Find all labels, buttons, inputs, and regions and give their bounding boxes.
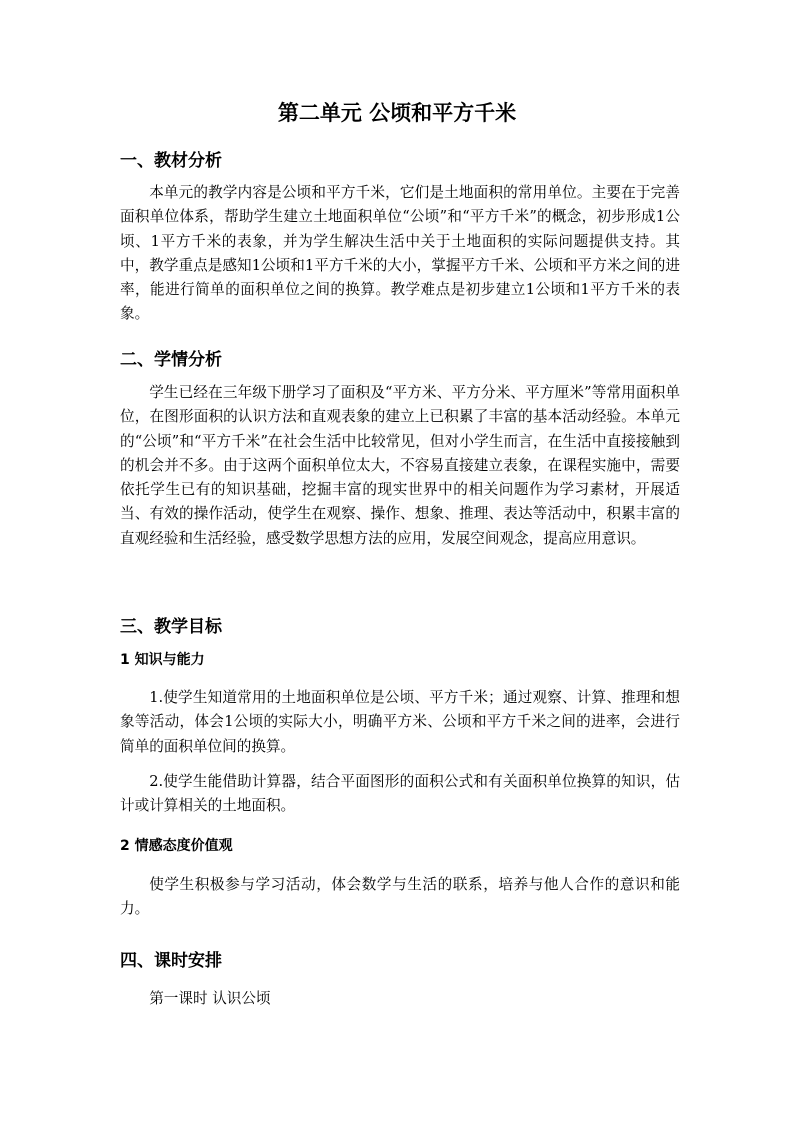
goal-paragraph-1: 1.使学生知道常用的土地面积单位是公顷、平方千米；通过观察、计算、推理和想象等活动，体会1公顷的实际大小，明确平方米、公顷和平方千米之间的进率，会进行简单的面积单位间的换算。	[120, 689, 680, 755]
goal-paragraph-2: 2.使学生能借助计算器，结合平面图形的面积公式和有关面积单位换算的知识，估计或计算相关的土地面积。	[120, 773, 680, 815]
section-heading-lesson-schedule: 四、课时安排	[120, 951, 222, 971]
section-heading-textbook-analysis: 一、教材分析	[120, 151, 222, 171]
section-heading-teaching-goals: 三、教学目标	[120, 617, 222, 637]
subsection-heading-attitude-values: 2 情感态度价值观	[120, 838, 233, 854]
section-paragraph-student-analysis: 学生已经在三年级下册学习了面积及“平方米、平方分米、平方厘米”等常用面积单位，在图形面积的认识方法和直观表象的建立上已积累了丰富的基本活动经验。本单元的“公顷”和“平方千米”在社会生活中比较常见，但对小学生而言，在生活中直接接触到的机会并不多。由于这两个面积单位太大，不容易直接建立表象，在课程实施中，需要依托学生已有的知识基础，挖掘丰富的现实世界中的相关问题作为学习素材，开展适当、有效的操作活动，使学生在观察、操作、想象、推理、表达等活动中，积累丰富的直观经验和生活经验，感受数学思想方法的应用，发展空间观念，提高应用意识。	[120, 384, 680, 547]
document-title: 第二单元 公顷和平方千米	[277, 101, 517, 125]
section-paragraph-textbook-analysis: 本单元的教学内容是公顷和平方千米，它们是土地面积的常用单位。主要在于完善面积单位体系，帮助学生建立土地面积单位“公顷”和“平方千米”的概念，初步形成1公顷、1平方千米的表象，并为学生解决生活中关于土地面积的实际问题提供支持。其中，教学重点是感知1公顷和1平方千米的大小，掌握平方千米、公顷和平方米之间的进率，能进行简单的面积单位之间的换算。教学难点是初步建立1公顷和1平方千米的表象。	[120, 184, 680, 323]
subsection-heading-knowledge-ability: 1 知识与能力	[120, 652, 205, 668]
goal-paragraph-3: 使学生积极参与学习活动，体会数学与生活的联系，培养与他人合作的意识和能力。	[120, 876, 680, 918]
lesson-schedule-item: 第一课时 认识公顷	[149, 990, 271, 1007]
section-heading-student-analysis: 二、学情分析	[120, 350, 222, 370]
